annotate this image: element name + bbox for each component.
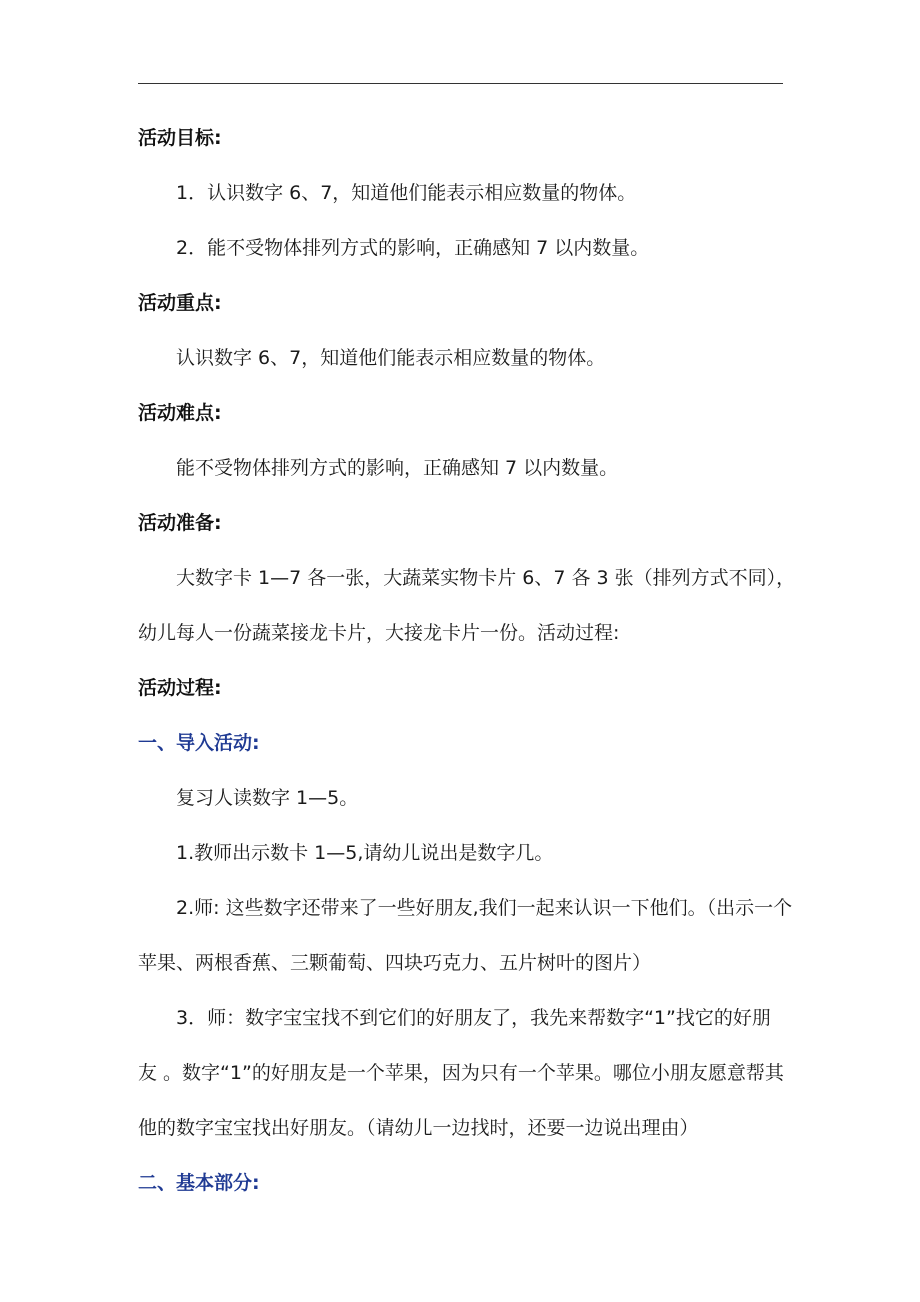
- s1-text-1: 复习人读数字 1—5。: [176, 787, 359, 809]
- s1-text-4a: 3．师：数字宝宝找不到它们的好朋友了，我先来帮数字“1”找它的好朋: [176, 1007, 771, 1029]
- difficulty-text: 能不受物体排列方式的影响，正确感知 7 以内数量。: [176, 457, 619, 479]
- section-1-heading: 一、导入活动:: [138, 732, 260, 754]
- s1-text-4c: 他的数字宝宝找出好朋友。（请幼儿一边找时，还要一边说出理由）: [138, 1117, 699, 1139]
- prep-line-2: 幼儿每人一份蔬菜接龙卡片，大接龙卡片一份。活动过程:: [138, 622, 620, 644]
- header-rule: [138, 83, 783, 84]
- goal-heading: 活动目标:: [138, 127, 222, 149]
- goal-item-2: 2．能不受物体排列方式的影响，正确感知 7 以内数量。: [176, 237, 650, 259]
- difficulty-heading: 活动难点:: [138, 402, 222, 424]
- document-body: [138, 120, 796, 1201]
- prep-heading: 活动准备:: [138, 512, 222, 534]
- s1-text-2: 1.教师出示数卡 1—5,请幼儿说出是数字几。: [176, 842, 554, 864]
- s1-text-3a: 2.师: 这些数字还带来了一些好朋友,我们一起来认识一下他们。（出示一个: [176, 897, 793, 919]
- key-heading: 活动重点:: [138, 292, 222, 314]
- s1-text-3b: 苹果、两根香蕉、三颗葡萄、四块巧克力、五片树叶的图片）: [138, 952, 652, 974]
- section-2-heading: 二、基本部分:: [138, 1172, 260, 1194]
- key-text: 认识数字 6、7，知道他们能表示相应数量的物体。: [176, 347, 606, 369]
- prep-line-1: 大数字卡 1—7 各一张，大蔬菜实物卡片 6、7 各 3 张（排列方式不同），: [176, 567, 796, 589]
- s1-text-4b: 友 。数字“1”的好朋友是一个苹果，因为只有一个苹果。哪位小朋友愿意帮其: [138, 1062, 784, 1084]
- process-heading: 活动过程:: [138, 677, 222, 699]
- goal-item-1: 1．认识数字 6、7，知道他们能表示相应数量的物体。: [176, 182, 637, 204]
